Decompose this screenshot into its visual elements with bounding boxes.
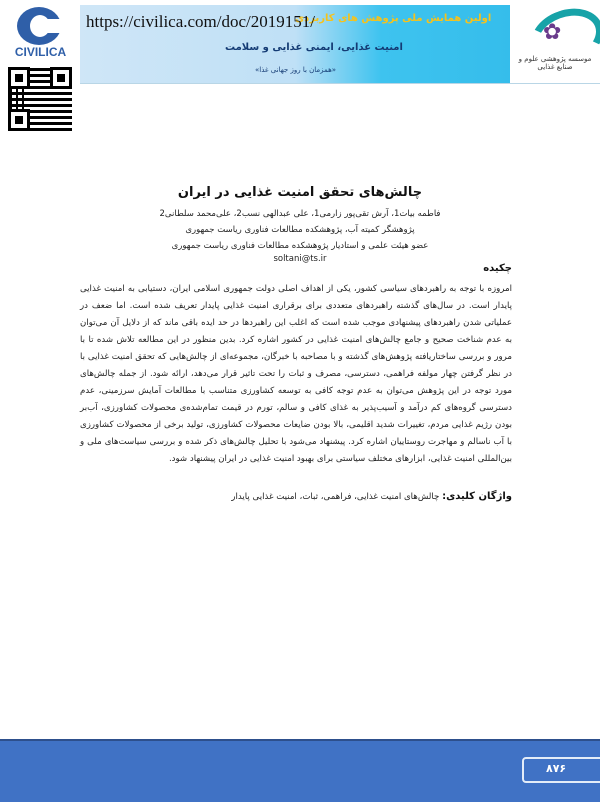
header-divider (80, 83, 600, 84)
paper-affiliation-2: عضو هیئت علمی و استادیار پژوهشکده مطالعات فناوری ریاست جمهوری (171, 241, 429, 251)
civilica-logo-text: CIVILICA (14, 45, 67, 59)
civilica-logo[interactable] (3, 5, 78, 60)
institute-name: موسسه پژوهشی علوم و صنایع غذایی (518, 55, 592, 71)
abstract-text: امروزه با توجه به راهبردهای سیاسی کشور، یکی از اهداف اصلی دولت جمهوری اسلامی ایران، دستیابی به امنیت غذایی پایدار است. در سال‌های گذشته راهبردهای متعددی برای برقراری امنیت غذایی پایدار تعریف شده است. اما ضعف در عملیاتی شدن راهبردهای پیشنهادی موجب شده است که اغلب این راهبردها در حد ایده باقی ماند که از دلایل آن می‌توان به عدم شناخت صحیح و جامع چالش‌های امنیت غذایی در کشور اشاره کرد. بدین منظور در این مطالعه تلاش شده تا با مرور و بررسی ساختاریافته پژوهش‌های گذشته و با مصاحبه با خبرگان، مجموعه‌ای از چالش‌هایی که تحقق امنیت غذایی با در نظر گرفتن چهار مولفه فراهمی، دسترسی، مصرف و ثبات را تحت تاثیر قرار می‌دهد، ارائه شود. از جمله چالش‌های مورد توجه در این پژوهش می‌توان به عدم توجه کافی به توسعه کشاورزی متناسب با مطالعات آمایش سرزمینی، عدم دسترسی گروه‌های کم درآمد و آسیب‌پذیر به غذای کافی و سالم، تورم در قیمت تمام‌شده‌ی محصولات کشاورزی، آب‌بر بودن رژیم غذایی مردم، تغییرات شدید اقلیمی، بالا بودن ضایعات محصولات کشاورزی، تولید برخی از محصولات کشاورزی با آب ناسالم و مهاجرت روستاییان اشاره کرد. پیشنهاد می‌شود با تحلیل چالش‌های ذکر شده و بررسی سیاست‌های ملی و بین‌المللی امنیت غذایی، ابزارهای مختلف سیاستی برای بهبود امنیت غذایی در ایران پیشنهاد شود. (80, 284, 512, 464)
page-number-box (522, 757, 600, 783)
paper-email: soltani@ts.ir (273, 254, 327, 264)
conference-topic: امنیت غذایی، ایمنی غذایی و سلامت (225, 42, 403, 53)
institute-flower-icon: ✿ (543, 20, 562, 45)
page-footer (0, 739, 600, 802)
keywords-list: چالش‌های امنیت غذایی، فراهمی، ثبات، امنیت غذایی پایدار (231, 492, 440, 502)
paper-affiliation-1: پژوهشگر کمیته آب، پژوهشکده مطالعات فناوری ریاست جمهوری (185, 225, 415, 235)
abstract-heading: چکیده (483, 263, 512, 274)
institute-logo (510, 5, 600, 80)
qr-code-icon (8, 67, 72, 131)
date-month (500, 34, 510, 58)
date-day (500, 10, 510, 34)
date-year (500, 58, 510, 82)
conference-tagline: «همزمان با روز جهانی غذا» (255, 66, 337, 74)
page-number: ۸۷۶ (546, 762, 567, 775)
keywords (231, 491, 512, 502)
paper-authors: فاطمه بیات1، آرش تقی‌پور زارمی1، علی عبدالهی نسب2، علی‌محمد سلطانی2 (159, 209, 441, 219)
conference-date (500, 10, 510, 83)
document-url[interactable]: https://civilica.com/doc/2019151/ (86, 12, 315, 31)
conference-name: اولین همایش ملی پژوهش های کاربردی (295, 13, 492, 24)
paper-title: چالش‌های تحقق امنیت غذایی در ایران (177, 185, 423, 200)
keywords-label: واژگان کلیدی: (442, 491, 512, 502)
